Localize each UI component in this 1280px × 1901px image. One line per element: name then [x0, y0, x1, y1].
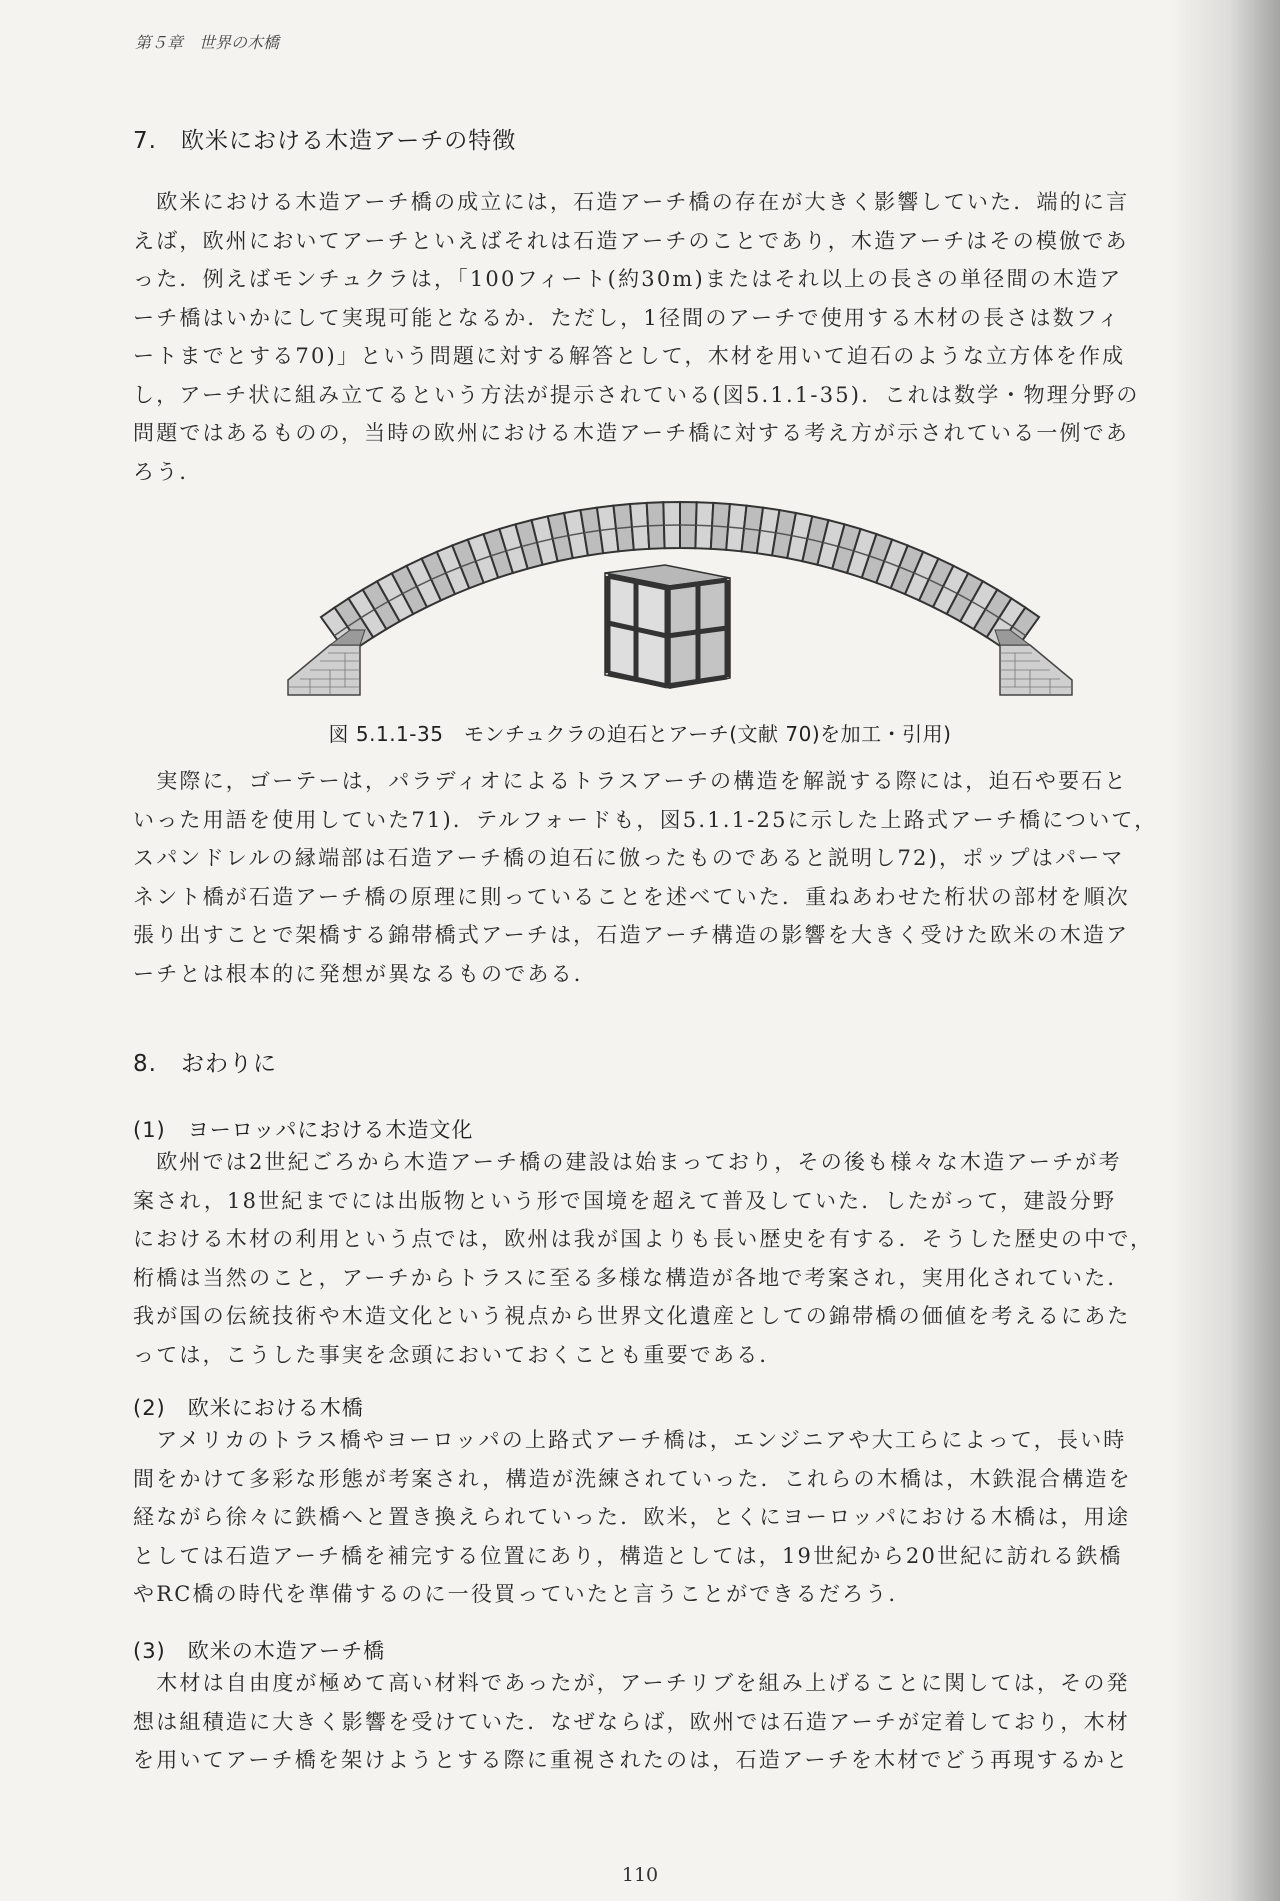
running-head: 第５章 世界の木橋: [135, 33, 280, 52]
subsection-2-paragraph: [133, 1421, 1243, 1614]
text-line: いった用語を使用していた71)．テルフォードも，図5.1.1-25に示した上路式アーチ橋について，: [133, 807, 1158, 832]
text-line: し，アーチ状に組み立てるという方法が提示されている(図5.1.1-35)．これは数学・物理分野の: [133, 382, 1140, 407]
section-7-heading: 7. 欧米における木造アーチの特徴: [133, 128, 517, 154]
text-line: 欧州では2世紀ごろから木造アーチ橋の建設は始まっており，その後も様々な木造アーチが考: [133, 1150, 1122, 1174]
text-line: ネント橋が石造アーチ橋の原理に則っていることを述べていた．重ねあわせた桁状の部材を順次: [133, 884, 1130, 909]
text-line: 実際に，ゴーテーは，パラディオによるトラスアーチの構造を解説する際には，迫石や要石と: [133, 769, 1128, 793]
section-7-paragraph-1: [133, 183, 1243, 491]
figure-voussoir-arch-illustration: [270, 480, 1090, 715]
text-line: えば，欧州においてアーチといえばそれは石造アーチのことであり，木造アーチはその模倣であ: [133, 228, 1129, 253]
subsection-3-paragraph: [133, 1664, 1243, 1780]
text-line: ーチ橋はいかにして実現可能となるか．ただし，1径間のアーチで使用する木材の長さは数フィ: [133, 305, 1121, 330]
subsection-1-paragraph: [133, 1143, 1243, 1374]
text-line: っては，こうした事実を念頭においておくことも重要である．: [133, 1342, 783, 1367]
text-line: ートまでとする70)」という問題に対する解答として，木材を用いて迫石のような立方体を作成: [133, 344, 1126, 368]
text-line: 木材は自由度が極めて高い材料であったが，アーチリブを組み上げることに関しては，その発: [133, 1671, 1130, 1695]
text-line: ーチとは根本的に発想が異なるものである．: [133, 961, 597, 986]
text-line: 問題ではあるものの，当時の欧州における木造アーチ橋に対する考え方が示されている一例であ: [133, 421, 1130, 445]
text-line: 間をかけて多彩な形態が考案され，構造が洗練されていった．これらの木橋は，木鉄混合構造を: [133, 1466, 1132, 1491]
section-7-paragraph-2: [133, 762, 1243, 993]
text-line: アメリカのトラス橋やヨーロッパの上路式アーチ橋は，エンジニアや大工らによって，長い時: [133, 1428, 1127, 1452]
text-line: としては石造アーチ橋を補完する位置にあり，構造としては，19世紀から20世紀に訪れる鉄橋: [133, 1543, 1123, 1568]
right-abutment: [995, 630, 1072, 695]
voussoir-frame-cube: [605, 565, 730, 688]
text-line: った．例えばモンチュクラは，「100フィート(約30m)またはそれ以上の長さの単径間の木造ア: [133, 267, 1123, 291]
text-line: やRC橋の時代を準備するのに一役買っていたと言うことができるだろう．: [133, 1582, 912, 1606]
text-line: 想は組積造に大きく影響を受けていた．なぜならば，欧州では石造アーチが定着しており，木材: [133, 1709, 1130, 1734]
text-line: 張り出すことで架橋する錦帯橋式アーチは，石造アーチ構造の影響を大きく受けた欧米の木造ア: [133, 923, 1130, 947]
text-line: 桁橋は当然のこと，アーチからトラスに至る多様な構造が各地で考案され，実用化されていた．: [133, 1265, 1131, 1290]
left-abutment: [288, 630, 365, 695]
text-line: における木材の利用という点では，欧州は我が国よりも長い歴史を有する．そうした歴史の中で，: [133, 1227, 1154, 1251]
text-line: 我が国の伝統技術や木造文化という視点から世界文化遺産としての錦帯橋の価値を考えるにあた: [133, 1304, 1131, 1328]
section-8-heading: 8. おわりに: [133, 1051, 277, 1077]
page-number: 110: [621, 1864, 659, 1886]
text-line: スパンドレルの縁端部は石造アーチ橋の迫石に倣ったものであると説明し72)，ポップはパーマ: [133, 846, 1125, 870]
text-line: ろう．: [133, 459, 203, 484]
text-line: 経ながら徐々に鉄橋へと置き換えられていった．欧米，とくにヨーロッパにおける木橋は，用途: [133, 1505, 1131, 1529]
text-line: を用いてアーチ橋を架けようとする際に重視されたのは，石造アーチを木材でどう再現するかと: [133, 1748, 1130, 1772]
figure-caption: 図 5.1.1-35 モンチュクラの迫石とアーチ(文献 70)を加工・引用): [328, 722, 952, 746]
subsection-1-heading: (1) ヨーロッパにおける木造文化: [133, 1118, 474, 1142]
text-line: 案され，18世紀までには出版物という形で国境を超えて普及していた．したがって，建設分野: [133, 1188, 1117, 1213]
subsection-3-heading: (3) 欧米の木造アーチ橋: [133, 1639, 386, 1663]
text-line: 欧米における木造アーチ橋の成立には，石造アーチ橋の存在が大きく影響していた．端的に言: [133, 190, 1130, 214]
subsection-2-heading: (2) 欧米における木橋: [133, 1396, 364, 1420]
